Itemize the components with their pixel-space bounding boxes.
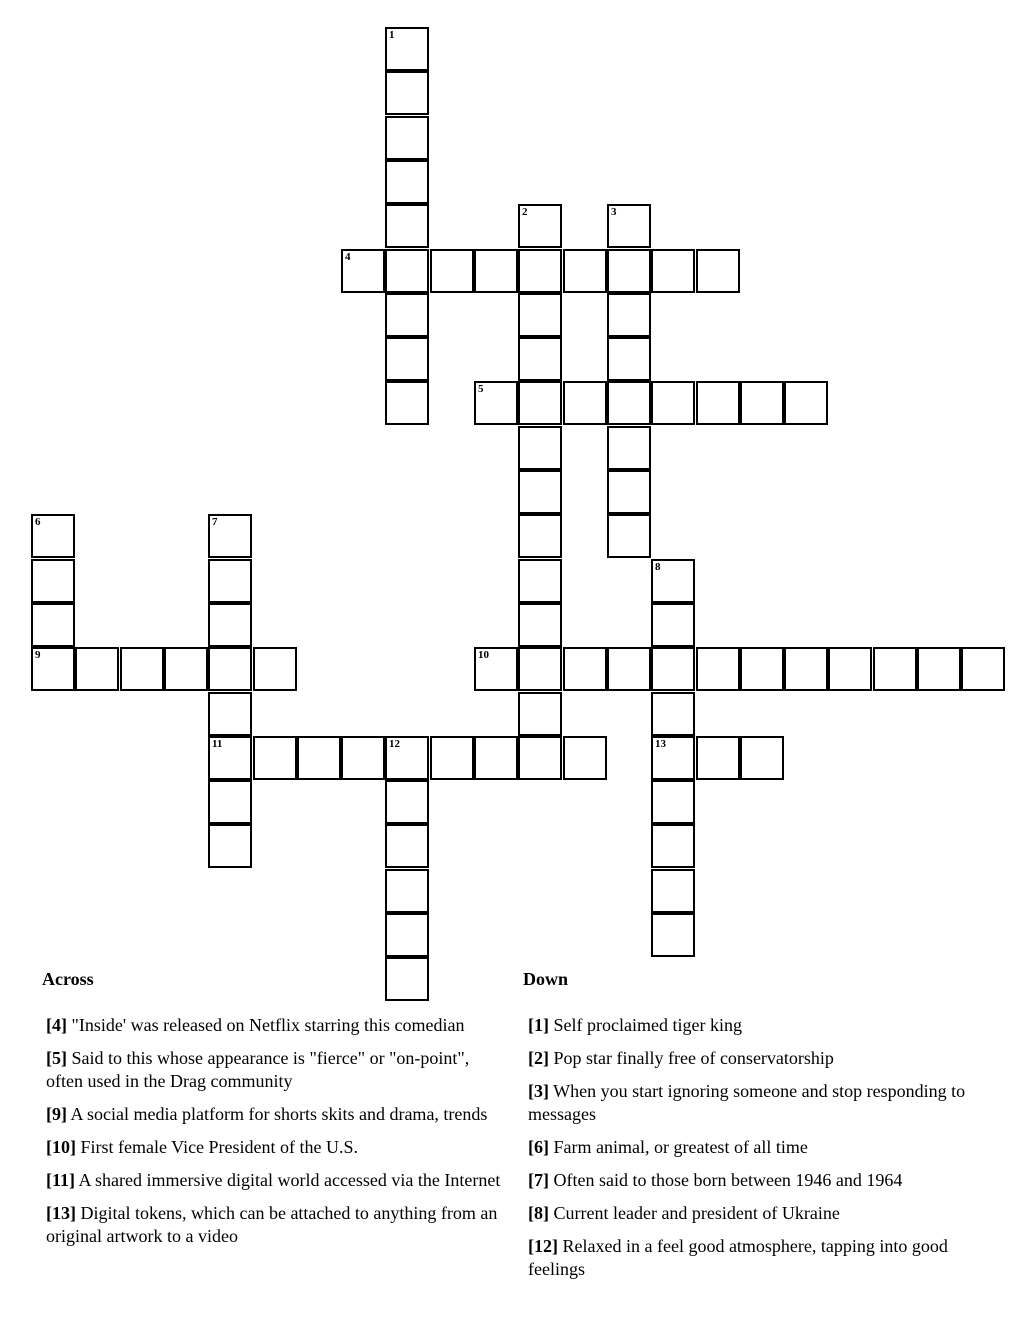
clue-number: [5] xyxy=(46,1048,67,1068)
clue-number: [6] xyxy=(528,1137,549,1157)
grid-cell[interactable] xyxy=(385,337,429,381)
grid-cell[interactable] xyxy=(917,647,961,691)
grid-cell[interactable] xyxy=(518,204,562,248)
clue-number-label: 4 xyxy=(345,251,351,263)
grid-cell[interactable] xyxy=(208,603,252,647)
grid-cell[interactable] xyxy=(651,559,695,603)
clue-number-label: 2 xyxy=(522,206,528,218)
grid-cell[interactable] xyxy=(385,780,429,824)
grid-cell[interactable] xyxy=(31,514,75,558)
down-clue xyxy=(528,1136,988,1159)
clue-number: [2] xyxy=(528,1048,549,1068)
grid-cell[interactable] xyxy=(385,957,429,1001)
down-clue xyxy=(528,1047,988,1070)
grid-cell[interactable] xyxy=(385,869,429,913)
grid-cell[interactable] xyxy=(208,559,252,603)
grid-cell[interactable] xyxy=(208,647,252,691)
grid-cell[interactable] xyxy=(828,647,872,691)
grid-cell[interactable] xyxy=(31,603,75,647)
grid-cell[interactable] xyxy=(31,559,75,603)
clue-text: First female Vice President of the U.S. xyxy=(76,1137,359,1157)
across-clue xyxy=(46,1136,506,1159)
grid-cell[interactable] xyxy=(696,736,740,780)
grid-cell[interactable] xyxy=(518,293,562,337)
clue-number: [11] xyxy=(46,1170,75,1190)
grid-cell[interactable] xyxy=(385,249,429,293)
grid-cell[interactable] xyxy=(961,647,1005,691)
clue-text: Often said to those born between 1946 and 1964 xyxy=(549,1170,903,1190)
grid-cell[interactable] xyxy=(518,470,562,514)
grid-cell[interactable] xyxy=(740,647,784,691)
grid-cell[interactable] xyxy=(430,736,474,780)
clue-number: [4] xyxy=(46,1015,67,1035)
grid-cell[interactable] xyxy=(208,514,252,558)
clue-text: Relaxed in a feel good atmosphere, tapping into good feelings xyxy=(528,1236,948,1279)
grid-cell[interactable] xyxy=(651,736,695,780)
grid-cell[interactable] xyxy=(297,736,341,780)
grid-cell[interactable] xyxy=(607,514,651,558)
grid-cell[interactable] xyxy=(208,692,252,736)
grid-cell[interactable] xyxy=(651,913,695,957)
grid-cell[interactable] xyxy=(474,736,518,780)
down-clue xyxy=(528,1235,988,1281)
grid-cell[interactable] xyxy=(607,470,651,514)
down-clue xyxy=(528,1080,988,1126)
grid-cell[interactable] xyxy=(651,869,695,913)
grid-cell[interactable] xyxy=(385,27,429,71)
grid-cell[interactable] xyxy=(607,337,651,381)
clue-text: Pop star finally free of conservatorship xyxy=(549,1048,834,1068)
grid-cell[interactable] xyxy=(385,160,429,204)
grid-cell[interactable] xyxy=(518,381,562,425)
grid-cell[interactable] xyxy=(651,824,695,868)
grid-cell[interactable] xyxy=(474,249,518,293)
grid-cell[interactable] xyxy=(208,824,252,868)
across-clue-list xyxy=(46,1014,506,1258)
grid-cell[interactable] xyxy=(563,647,607,691)
grid-cell[interactable] xyxy=(740,736,784,780)
grid-cell[interactable] xyxy=(341,249,385,293)
grid-cell[interactable] xyxy=(385,736,429,780)
grid-cell[interactable] xyxy=(430,249,474,293)
clue-text: Digital tokens, which can be attached to anything from an original artwork to a video xyxy=(46,1203,498,1246)
across-heading: Across xyxy=(42,969,94,989)
grid-cell[interactable] xyxy=(385,293,429,337)
grid-cell[interactable] xyxy=(518,559,562,603)
grid-cell[interactable] xyxy=(208,736,252,780)
grid-cell[interactable] xyxy=(385,381,429,425)
grid-cell[interactable] xyxy=(518,736,562,780)
grid-cell[interactable] xyxy=(873,647,917,691)
across-clue xyxy=(46,1202,506,1248)
clue-number-label: 10 xyxy=(478,649,489,661)
grid-cell[interactable] xyxy=(474,647,518,691)
grid-cell[interactable] xyxy=(651,780,695,824)
grid-cell[interactable] xyxy=(651,692,695,736)
clue-number: [8] xyxy=(528,1203,549,1223)
grid-cell[interactable] xyxy=(385,71,429,115)
clue-text: "Inside' was released on Netflix starring this comedian xyxy=(67,1015,465,1035)
across-clue xyxy=(46,1047,506,1093)
grid-cell[interactable] xyxy=(518,603,562,647)
clue-number-label: 11 xyxy=(212,738,223,750)
clue-text: Farm animal, or greatest of all time xyxy=(549,1137,808,1157)
clue-text: Said to this whose appearance is "fierce" or "on-point", often used in the Drag community xyxy=(46,1048,470,1091)
across-clue xyxy=(46,1014,506,1037)
grid-cell[interactable] xyxy=(385,116,429,160)
grid-cell[interactable] xyxy=(253,736,297,780)
grid-cell[interactable] xyxy=(784,381,828,425)
grid-cell[interactable] xyxy=(518,692,562,736)
grid-cell[interactable] xyxy=(651,647,695,691)
grid-cell[interactable] xyxy=(164,647,208,691)
clue-text: Current leader and president of Ukraine xyxy=(549,1203,840,1223)
grid-cell[interactable] xyxy=(607,426,651,470)
down-clue xyxy=(528,1014,988,1037)
grid-cell[interactable] xyxy=(607,381,651,425)
grid-cell[interactable] xyxy=(563,381,607,425)
clue-number-label: 13 xyxy=(655,738,666,750)
grid-cell[interactable] xyxy=(651,603,695,647)
grid-cell[interactable] xyxy=(607,647,651,691)
grid-cell[interactable] xyxy=(651,249,695,293)
grid-cell[interactable] xyxy=(518,647,562,691)
grid-cell[interactable] xyxy=(740,381,784,425)
grid-cell[interactable] xyxy=(385,913,429,957)
grid-cell[interactable] xyxy=(31,647,75,691)
clue-text: Self proclaimed tiger king xyxy=(549,1015,742,1035)
clue-number-label: 3 xyxy=(611,206,617,218)
down-clue-list xyxy=(528,1014,988,1291)
grid-cell[interactable] xyxy=(518,514,562,558)
clue-number: [13] xyxy=(46,1203,76,1223)
grid-cell[interactable] xyxy=(253,647,297,691)
clue-number: [10] xyxy=(46,1137,76,1157)
grid-cell[interactable] xyxy=(563,249,607,293)
grid-cell[interactable] xyxy=(518,426,562,470)
grid-cell[interactable] xyxy=(75,647,119,691)
clue-text: When you start ignoring someone and stop responding to messages xyxy=(528,1081,966,1124)
down-heading: Down xyxy=(523,969,569,989)
clue-number: [1] xyxy=(528,1015,549,1035)
grid-cell[interactable] xyxy=(385,204,429,248)
grid-cell[interactable] xyxy=(518,249,562,293)
clue-number-label: 6 xyxy=(35,516,41,528)
grid-cell[interactable] xyxy=(607,204,651,248)
grid-cell[interactable] xyxy=(474,381,518,425)
grid-cell[interactable] xyxy=(120,647,164,691)
across-clue xyxy=(46,1103,506,1126)
grid-cell[interactable] xyxy=(385,824,429,868)
grid-cell[interactable] xyxy=(518,337,562,381)
clue-number-label: 8 xyxy=(655,561,661,573)
across-clue xyxy=(46,1169,506,1192)
clue-number: [12] xyxy=(528,1236,558,1256)
clue-number-label: 1 xyxy=(389,29,395,41)
grid-cell[interactable] xyxy=(208,780,252,824)
down-clue xyxy=(528,1202,988,1225)
clue-number: [9] xyxy=(46,1104,67,1124)
grid-cell[interactable] xyxy=(651,381,695,425)
grid-cell[interactable] xyxy=(696,381,740,425)
clue-number: [7] xyxy=(528,1170,549,1190)
clue-number-label: 7 xyxy=(212,516,218,528)
clue-number-label: 9 xyxy=(35,649,41,661)
grid-cell[interactable] xyxy=(696,249,740,293)
down-clue xyxy=(528,1169,988,1192)
grid-cell[interactable] xyxy=(341,736,385,780)
grid-cell[interactable] xyxy=(607,249,651,293)
grid-cell[interactable] xyxy=(563,736,607,780)
grid-cell[interactable] xyxy=(696,647,740,691)
clue-number: [3] xyxy=(528,1081,549,1101)
grid-cell[interactable] xyxy=(607,293,651,337)
clue-number-label: 12 xyxy=(389,738,400,750)
clue-text: A social media platform for shorts skits and drama, trends xyxy=(67,1104,488,1124)
clue-number-label: 5 xyxy=(478,383,484,395)
clue-text: A shared immersive digital world accessed via the Internet xyxy=(75,1170,501,1190)
grid-cell[interactable] xyxy=(784,647,828,691)
